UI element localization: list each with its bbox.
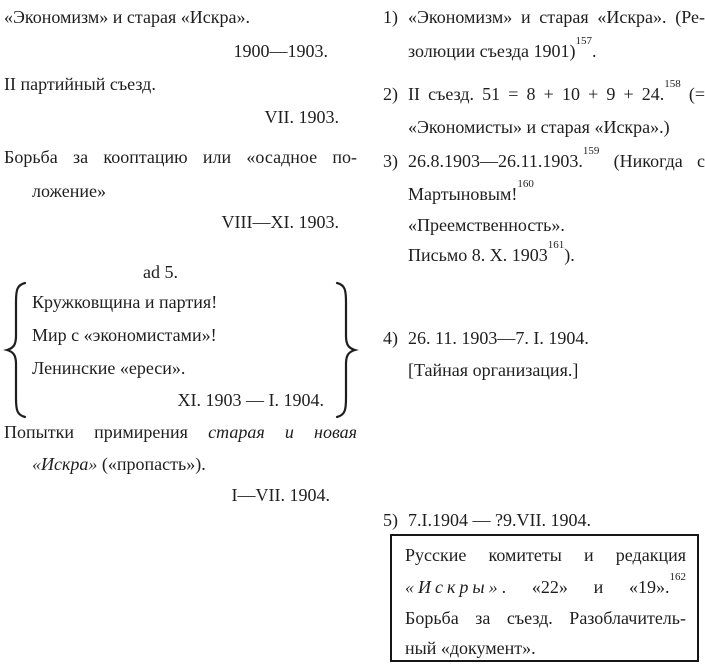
item-3-line-2 (383, 178, 705, 205)
footnote-ref-158: 158 (664, 78, 681, 90)
item-2-tail: (= (680, 84, 705, 104)
item-2-line-2: «Экономисты» и старая «Искра».) (408, 117, 670, 137)
item-2-line-1 (383, 78, 705, 105)
item-3-line-4 (383, 239, 705, 266)
box-line-2-text: . «22» и «19». (501, 577, 670, 597)
item-2-number: 2) (383, 84, 398, 104)
item-1-line-2-text: золюции съезда 1901) (408, 41, 576, 61)
item-1-line-2 (383, 35, 705, 62)
iskra-italic-text: «Искра» (32, 454, 98, 474)
item-1-text: «Экономизм» и старая «Искра». (Ре- (408, 7, 705, 27)
item-4-line-2: [Тайная организация.] (408, 360, 579, 380)
left-entry-4-line-1 (4, 421, 357, 443)
item-1-line-2-tail: . (592, 41, 597, 61)
item-1-line-1 (383, 6, 705, 28)
left-date-3: VIII—XI. 1903. (221, 212, 339, 232)
brace-line-1: Кружковщина и партия! (32, 292, 218, 312)
footnote-ref-157: 157 (575, 35, 593, 47)
item-1-number: 1) (383, 7, 398, 27)
entry-4-tail-text: («пропасть»). (97, 454, 206, 474)
item-4-line-1 (383, 327, 705, 349)
left-column (4, 0, 357, 665)
footnote-ref-159: 159 (582, 145, 600, 157)
item-3-line-3: «Преемственность». (408, 215, 565, 235)
iskry-spaced-italic: «Искры» (405, 577, 502, 597)
box-line-4: ный «документ». (405, 638, 536, 658)
box-line-2 (405, 571, 686, 598)
item-3-line-4-text: Письмо 8. X. 1903 (408, 245, 548, 265)
right-column (383, 0, 705, 665)
left-entry-4-line-2 (32, 453, 206, 475)
brace-line-2: Мир с «экономистами»! (32, 325, 217, 345)
item-3-line-4-tail: ). (564, 245, 575, 265)
box-line-3: Борьба за съезд. Разоблачитель- (405, 608, 686, 628)
brace-date: XI. 1903 — I. 1904. (177, 390, 324, 410)
entry-4-italic-text: старая и новая (208, 422, 358, 442)
item-3-number: 3) (383, 151, 398, 171)
left-date-1: 1900—1903. (233, 41, 328, 61)
footnote-ref-162: 162 (669, 571, 686, 583)
brace-line-3: Ленинские «ереси». (32, 358, 186, 378)
item-3-text: 26.8.1903—26.11.1903. (408, 151, 583, 171)
left-entry-3-line-1: Борьба за кооптацию или «осадное по- (4, 147, 357, 167)
left-date-4: I—VII. 1904. (231, 485, 330, 505)
left-entry-2: II партийный съезд. (4, 74, 156, 94)
item-3-tail: (Никогда с (599, 151, 705, 171)
ad5-label: ad 5. (143, 262, 178, 282)
item-3-line-1 (383, 145, 705, 172)
item-4-number: 4) (383, 328, 398, 348)
entry-4-normal-text: Попытки примирения (4, 422, 209, 442)
item-5-line-1 (383, 509, 705, 531)
boxed-note (390, 534, 699, 662)
left-entry-1: «Экономизм» и старая «Искра». (4, 7, 250, 27)
item-5-text: 7.I.1904 — ?9.VII. 1904. (408, 510, 591, 530)
item-2-text: II съезд. 51 = 8 + 10 + 9 + 24. (408, 84, 665, 104)
item-4-text: 26. 11. 1903—7. I. 1904. (408, 328, 589, 348)
item-3-line-2-text: Мартыновым! (408, 184, 518, 204)
item-5-number: 5) (383, 510, 398, 530)
footnote-ref-160: 160 (517, 178, 534, 190)
footnote-ref-161: 161 (547, 239, 565, 251)
box-line-1: Русские комитеты и редакция (405, 545, 686, 565)
left-entry-3-line-2: ложение» (32, 181, 106, 201)
left-date-2: VII. 1903. (264, 107, 339, 127)
